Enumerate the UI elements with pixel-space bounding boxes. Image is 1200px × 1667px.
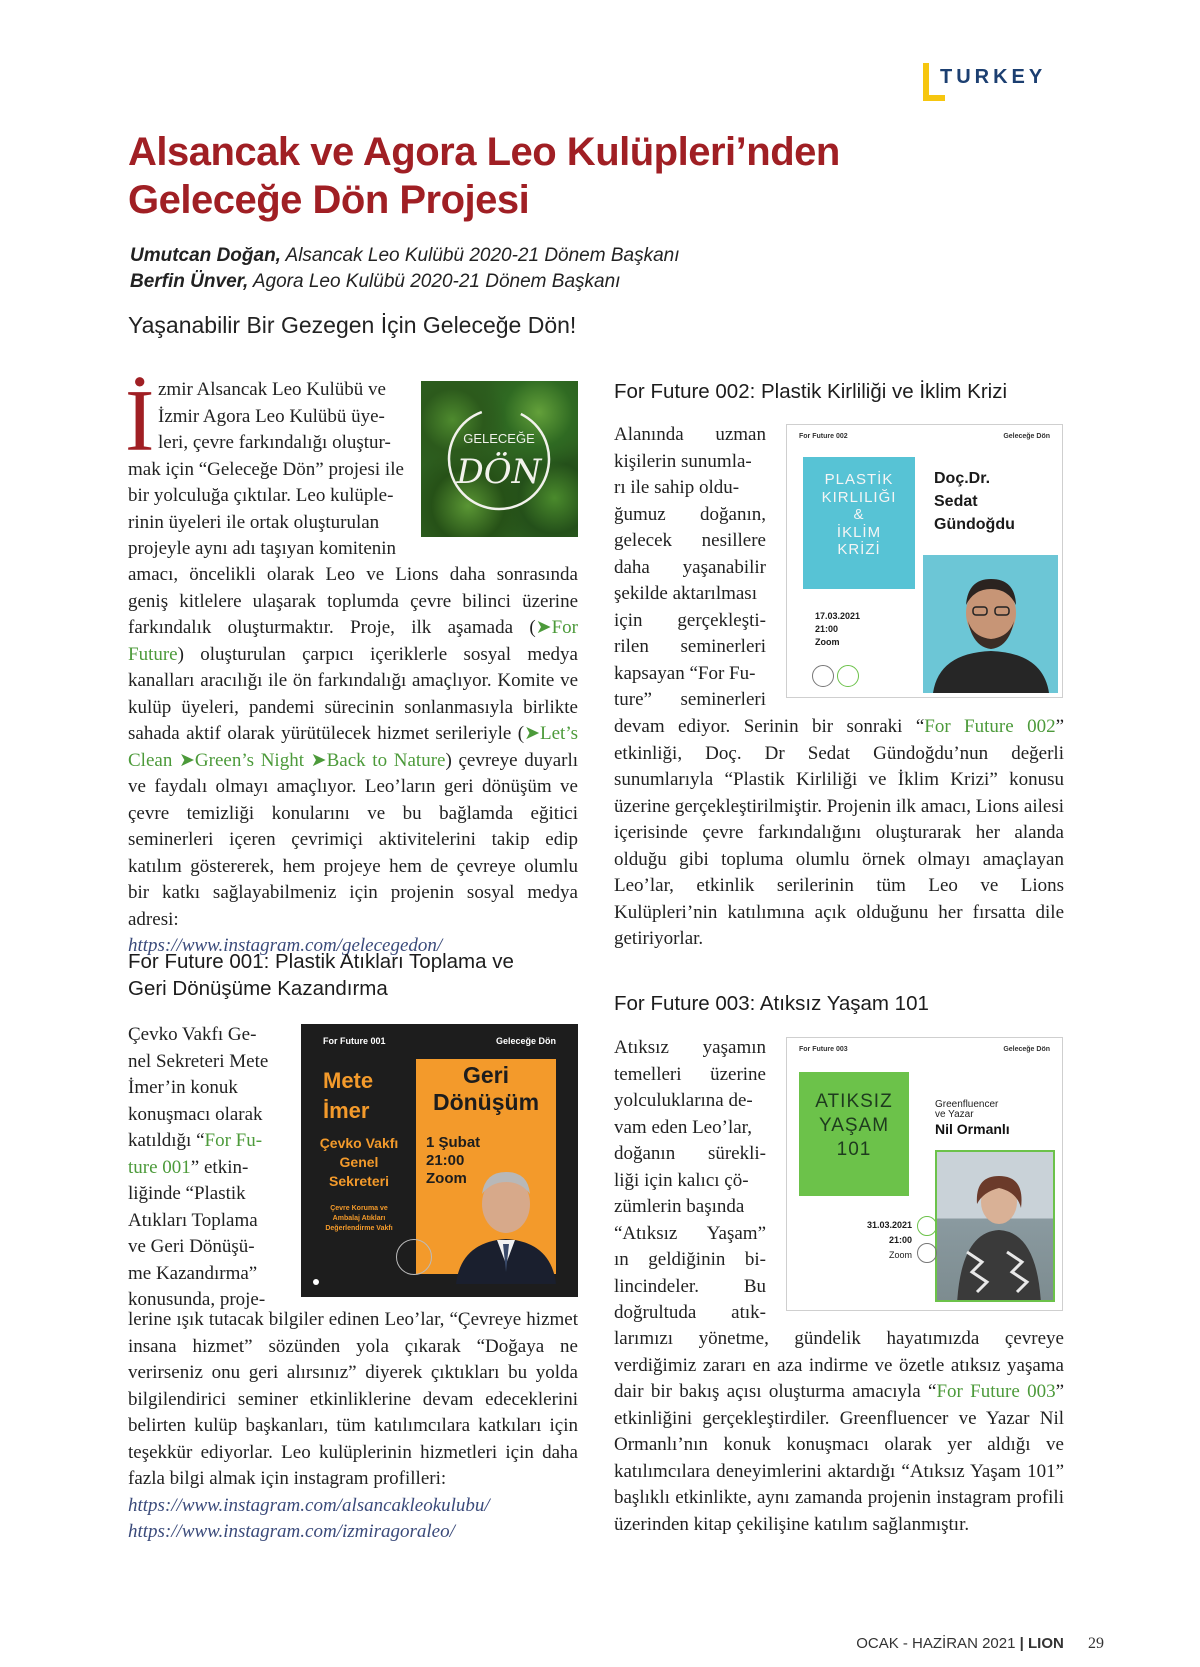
ff003-line: doğanın sürekli- [614,1143,766,1164]
poster001-org2: Genel [339,1154,379,1170]
poster003-datetime [832,1218,912,1263]
poster003-time: 21:00 [888,1235,912,1245]
poster003-role2: ve Yazar [935,1109,974,1120]
intro-body [128,562,578,960]
instagram-link-gelecegedon[interactable]: https://www.instagram.com/gelecegedon/ [128,935,443,956]
ff001-line [128,1128,285,1155]
article-subtitle: Yaşanabilir Bir Gezegen İçin Geleceğe Dön! [128,312,577,338]
poster002-speaker3: Gündoğdu [934,516,1015,533]
poster003-role1: Greenfluencer [935,1099,999,1110]
author-2-role: Agora Leo Kulübü 2020-21 Dönem Başkanı [248,271,621,292]
intro-line: rinin üyeleri ile ortak oluşturulan [128,511,380,533]
ff002-line: kişilerin sunumla- [614,450,752,472]
ff003-text-a: larımızı yönetme, gündelik hayatımızda çevreye verdiğimiz zararı en aza indirme ve özetle atıksız yaşama dair bir bakış açısı oluşturma amacıyla “ [614,1328,1064,1402]
ff002-line: gelecek nesillere [614,530,766,551]
poster002-speaker2: Sedat [934,493,978,510]
poster002-date: 17.03.2021 [815,611,861,621]
person-icon [923,555,1058,693]
ff001-line [128,1155,285,1182]
poster001-org-small2: Ambalaj Atıkları [332,1215,386,1222]
intro-line: mak için “Geleceğe Dön” projesi ile [128,458,404,480]
forest-logo-svg [421,381,578,537]
gelecege-don-logo-icon [917,1216,937,1236]
ff003-heading: For Future 003: Atıksız Yaşam 101 [614,992,929,1015]
poster003-topic3: 101 [836,1139,872,1160]
ff001-line: konuşmacı olarak [128,1103,263,1125]
poster003-speaker-photo [935,1150,1055,1302]
ff002-line: kapsayan “For Fu- [614,662,756,684]
ff003-line: vam eden Leo’lar, [614,1116,752,1138]
author-1 [130,243,1030,269]
ff002-line: rı ile sahip oldu- [614,477,740,498]
intro-paragraph [128,562,578,933]
poster002-platform: Zoom [815,637,840,647]
poster002-speaker-photo [923,555,1058,693]
ff003-paragraph [614,1326,1064,1538]
ff001-line: me Kazandırma” [128,1262,258,1284]
tag-ff001: For Fu- [204,1130,263,1151]
tag-back-to-nature: ➤Back to Nature [310,749,446,771]
footer-separator: | [1019,1635,1024,1652]
ff003-line: ın geldiğinin bi- [614,1249,766,1270]
poster002-topic5: KRİZİ [837,541,881,558]
logo-bottom-text: DÖN [456,452,542,492]
poster001-speaker [323,1066,373,1126]
poster002-speaker1: Doç.Dr. [934,470,991,487]
ff003-wrapped-text [614,1035,766,1327]
poster003-topic1: ATIKSIZ [815,1091,893,1112]
tag-ff002: For Future 002 [924,716,1056,737]
poster001-topic [416,1062,556,1116]
ff001-wrapped-text [128,1022,285,1314]
intro-line: bir yolculuğa çıktılar. Leo kulüple- [128,485,394,506]
ff002-wrapped-text [614,422,766,714]
poster-ff003 [786,1037,1063,1311]
logo-top-text: GELECEĞE [463,431,535,446]
ff003-line: liği için kalıcı çö- [614,1169,749,1191]
author-2 [130,269,1030,295]
poster001-org-small1: Çevre Koruma ve [330,1205,388,1212]
ff003-text-b: ” etkinliğini gerçekleştirdiler. Greenfluencer ve Yazar Nil Ormanlı’nın konuk konuşmacı olarak yer aldığı ve katılımcılara deneyimlerini aktardığı “Atıksız Yaşam 101” başlıklı etkinlikte, aynı zamanda projenin instagram profili üzerinden kitap çekilişine katılım sağlanmıştır. [614,1381,1064,1535]
ff003-line: Atıksız yaşamın [614,1037,766,1058]
intro-text-1: amacı, öncelikli olarak Leo ve Lions daha sonrasında geniş kitlelere ulaşarak toplumda çevre bilinci üzerine farkındalık oluşturmaktır. Proje, ilk aşamada ( [128,564,578,638]
author-2-name: Berfin Ünver, [130,271,249,292]
poster001-speaker-photo [451,1164,561,1284]
footer-issue: OCAK - HAZİRAN 2021 [856,1635,1016,1652]
poster001-dot [313,1279,319,1285]
ff003-line: lincindeler. Bu [614,1275,766,1297]
title-line-2: Geleceğe Dön Projesi [128,178,530,222]
ff002-line: şekilde aktarılması [614,583,757,604]
poster002-topic3: & [853,506,865,523]
poster001-time: 21:00 [426,1152,465,1169]
author-1-name: Umutcan Doğan, [130,245,281,266]
poster002-topic2: KIRLILIĞI [821,488,897,506]
ff003-line: yolculuklarına de- [614,1090,753,1111]
poster001-name2: İmer [323,1098,370,1123]
tag-ff003: For Future 003 [936,1381,1056,1402]
poster002-series: For Future 002 [799,433,848,440]
poster001-org3: Sekreteri [329,1173,389,1189]
poster003-topic2: YAŞAM [818,1115,890,1136]
intro-text-2: ) oluşturulan çarpıcı içeriklerle sosyal medya kanalları aracılığı ile ön farkındalığı amaçlıyor. Komite ve kulüp üyeleri, pandemi sürecinin sonlanmasıyla birlikte sahada aktif olarak yürütülecek hizmet serileriyle ( [128,643,578,744]
title-line-1: Alsancak ve Agora Leo Kulüpleri’nden [128,130,840,174]
poster002-topic [803,471,915,559]
poster001-org-small3: Değerlendirme Vakfı [325,1225,393,1232]
ff003-line: temelleri üzerine [614,1063,766,1085]
ff002-line: rilen seminerleri [614,636,766,657]
poster001-topic2: Dönüşüm [432,1089,540,1115]
poster-ff002 [786,424,1063,698]
geleceğe-don-logo-image [421,381,578,537]
poster001-org-small [309,1204,409,1234]
person-icon [937,1152,1055,1302]
ff003-line: doğrultuda atık- [614,1302,766,1323]
poster001-date: 1 Şubat [426,1134,481,1151]
intro-line: leri, çevre farkındalığı oluştur- [158,432,391,453]
tag-for-future: ➤For Future [128,617,578,665]
intro-text-3: ) çevreye duyarlı ve faydalı olmayı amaçlıyor. Leo’ların geri dönüşüm ve çevre temizliği konularını ve bu bağlamda eğitici seminerleri içeren çevrimiçi aktivitelerini takip edip katılım göstererek, hem projeye hem de çevreye olumlu bir katkı sağlayabilmeniz için projenin sosyal medya adresi: [128,749,579,930]
ff003-line: “Atıksız Yaşam” [614,1222,766,1244]
instagram-link-alsancak[interactable]: https://www.instagram.com/alsancakleokulubu/ [128,1494,490,1516]
poster002-time: 21:00 [815,624,839,634]
ff002-line: daha yaşanabilir [614,556,766,578]
ff002-heading: For Future 002: Plastik Kirliliği ve İklim Krizi [614,380,1008,403]
ff001-line-part: katıldığı “ [128,1130,205,1151]
ff002-body [614,714,1064,953]
instagram-link-agora[interactable]: https://www.instagram.com/izmiragoraleo/ [128,1521,455,1542]
ff001-body [128,1307,578,1546]
ff001-line: İmer’in konuk [128,1077,238,1098]
gelecege-don-logo-icon [837,665,859,687]
tag-greens-night: ➤Green’s Night [179,749,304,771]
poster003-role [935,1100,998,1120]
poster002-brand: Geleceğe Dön [1003,433,1050,440]
lions-logo-icon [812,665,834,687]
poster001-logo-circle [396,1239,432,1275]
poster001-org [309,1134,409,1191]
ff001-line: Atıkları Toplama [128,1209,258,1231]
drop-cap: İ [125,373,155,470]
poster003-topic [799,1090,909,1162]
ff001-line: liğinde “Plastik [128,1183,246,1204]
intro-line: projeyle aynı adı taşıyan komitenin [128,538,397,559]
ff001-heading-line1: For Future 001: Plastik Atıkları Toplama ve [128,950,514,973]
ff001-paragraph: lerine ışık tutacak bilgiler edinen Leo’lar, “Çevreye hizmet insana hizmet” sözünden yola çıkarak “Doğaya ne verirseniz onu geri alırsınız” diyerek çıktıkları bu yolda bilgilendirici seminer etkinliklerine devam edeceklerini belirten kulüp başkanları, tüm katılımcılara katkıları için teşekkür ediyorlar. Leo kulüplerinin hizmetleri için daha fazla bilgi almak için instagram profilleri: [128,1309,578,1489]
lions-logo-icon [917,1243,937,1263]
poster002-datetime [815,610,860,649]
ff001-line: nel Sekreteri Mete [128,1050,269,1072]
poster001-topic1: Geri [462,1062,510,1088]
ff002-text-a: devam ediyor. Serinin bir sonraki “ [614,716,925,737]
poster003-brand: Geleceğe Dön [1003,1046,1050,1053]
poster003-series: For Future 003 [799,1046,848,1053]
poster001-name1: Mete [323,1068,374,1093]
ff003-body [614,1326,1064,1538]
poster002-topic1: PLASTİK [824,471,894,488]
page-number: 29 [1088,1635,1104,1652]
ff001-line: Çevko Vakfı Ge- [128,1024,257,1045]
poster003-platform: Zoom [888,1250,912,1260]
tag-lets-clean: ➤Let’s Clean [128,723,578,771]
intro-line: İzmir Agora Leo Kulübü üye- [158,405,385,427]
page-footer [856,1635,1104,1653]
ff002-line: ture” seminerleri [614,689,766,710]
article-title [128,128,1068,224]
poster002-speaker [934,467,1015,536]
ff001-heading [128,948,578,1002]
ff001-line-part: ” etkin- [190,1156,249,1178]
intro-wrapped-text [158,377,410,457]
footer-magazine: LION [1027,1635,1064,1652]
ff001-line: ve Geri Dönüşü- [128,1236,255,1257]
poster001-brand: Geleceğe Dön [495,1036,556,1046]
poster002-topic4: İKLİM [836,523,882,541]
poster-ff001 [301,1024,578,1297]
person-icon [451,1164,561,1284]
ff001-heading-line2: Geri Dönüşüme Kazandırma [128,977,388,1000]
ff002-line: için gerçekleşti- [614,609,766,631]
poster001-platform: Zoom [426,1170,467,1187]
poster001-org1: Çevko Vakfı [319,1135,399,1151]
ff002-text-b: ” etkinliği, Doç. Dr Sedat Gündoğdu’nun değerli sunumlarıyla “Plastik Kirliliği ve İklim Krizi” konusu üzerine gerçekleştirilmiştir. Projenin ilk amacı, Lions ailesi içerisinde çevre farkındalığını oluşturarak her alanda olduğu gibi topluma olumlu örnek olmayı amaçlayan Leo’lar, etkinlik serilerinin tüm Leo ve Lions Kulüpleri’nin katılımına açık olduğunu her fırsatta dile getiriyorlar. [614,716,1065,949]
author-1-role: Alsancak Leo Kulübü 2020-21 Dönem Başkanı [280,245,680,266]
tag-ff001-cont: ture 001 [128,1156,191,1178]
intro-line: zmir Alsancak Leo Kulübü ve [158,379,386,400]
ff001-line: konusunda, proje- [128,1289,266,1310]
intro-wrapped-text-2 [128,457,410,563]
ff002-line: Alanında uzman [614,424,766,445]
ff002-line: ğumuz doğanın, [614,503,766,525]
ff003-line: zümlerin başında [614,1196,745,1217]
section-label: TURKEY [940,66,1047,88]
ff002-paragraph [614,714,1064,953]
poster001-series: For Future 001 [323,1036,386,1046]
poster003-date: 31.03.2021 [866,1220,912,1230]
poster003-speaker: Nil Ormanlı [935,1121,1010,1137]
